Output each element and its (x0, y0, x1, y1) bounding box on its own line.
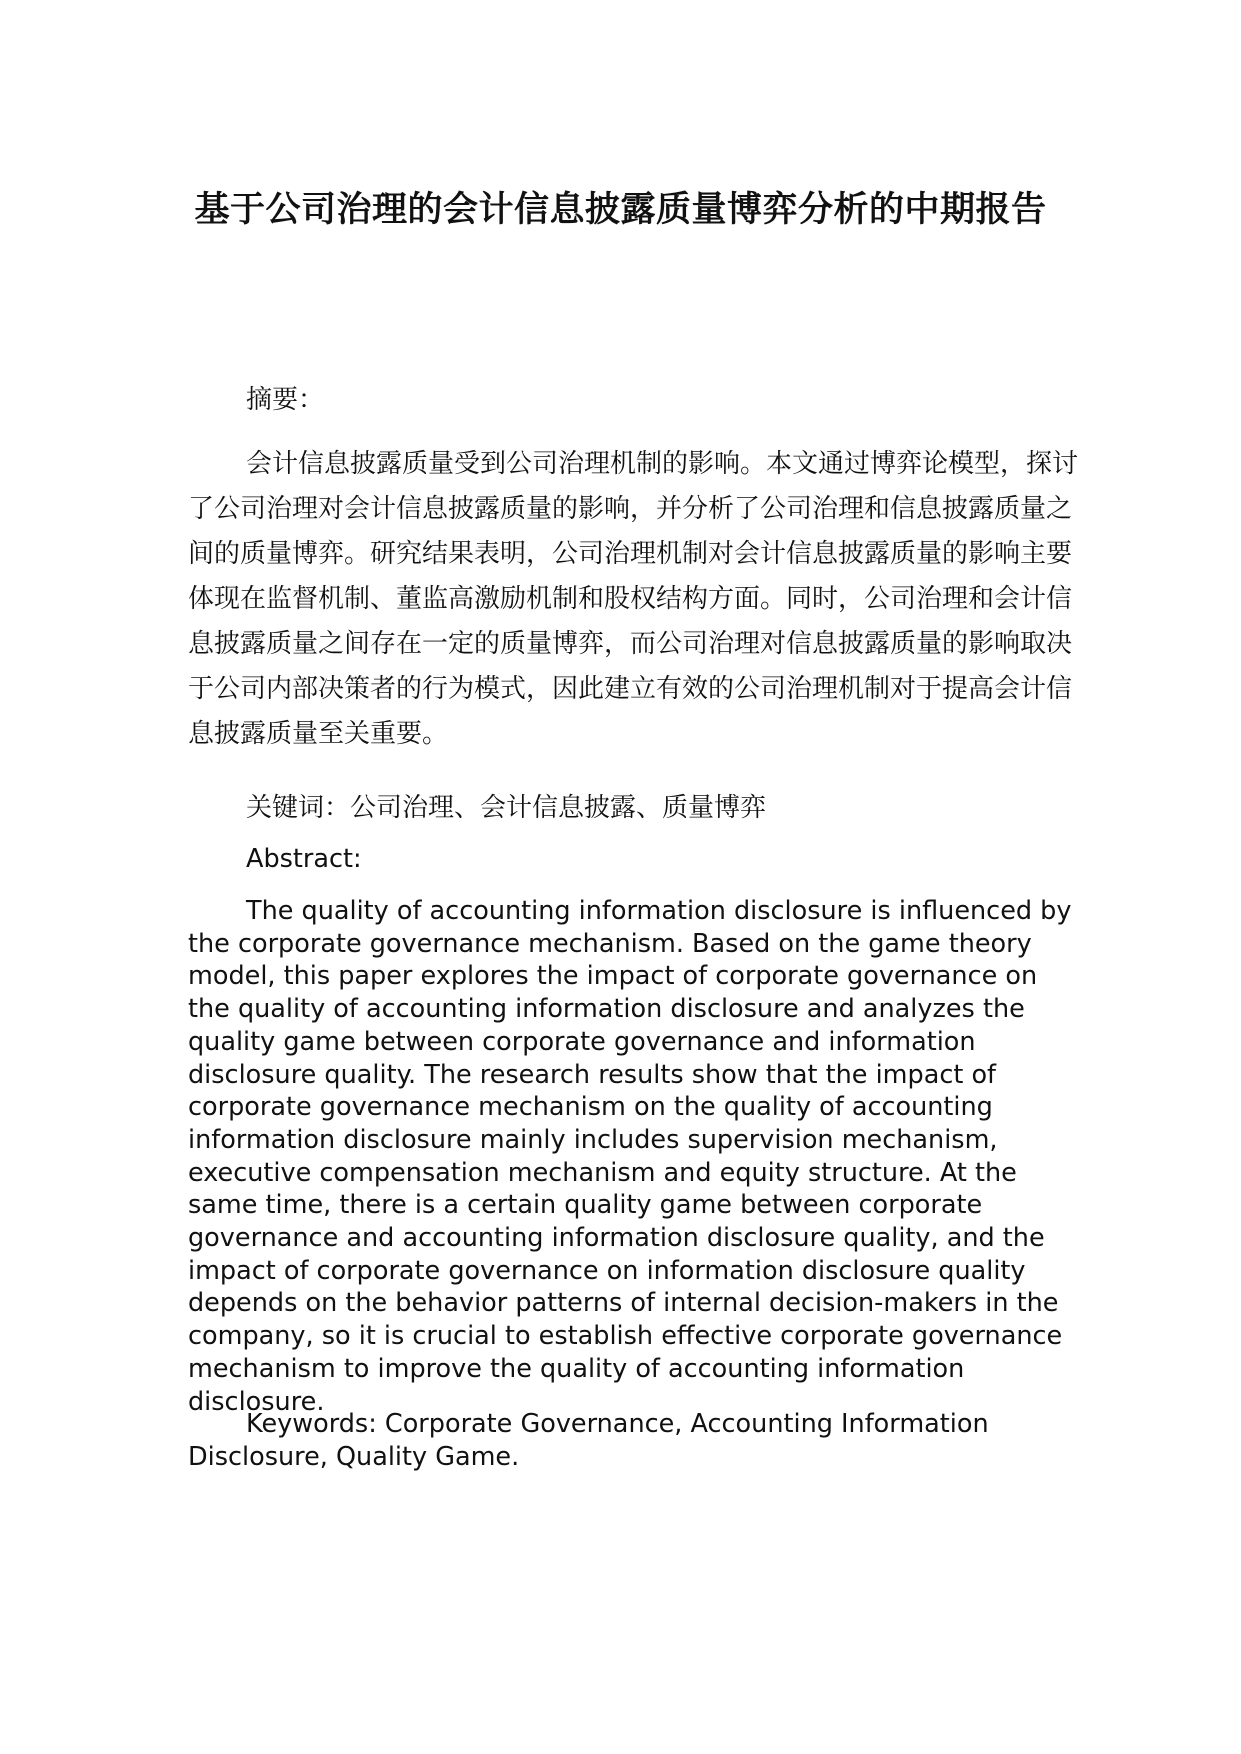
abstract-label: 摘要： (246, 385, 325, 415)
abstract-en-label: Abstract: (246, 844, 362, 874)
abstract-body: 会计信息披露质量受到公司治理机制的影响。本文通过博弈论模型，探讨了公司治理对会计信息披露质量的影响，并分析了公司治理和信息披露质量之间的质量博弈。研究结果表明，公司治理机制对会计信息披露质量的影响主要体现在监督机制、董监高激励机制和股权结构方面。同时，公司治理和会计信息披露质量之间存在一定的质量博弈，而公司治理对信息披露质量的影响取决于公司内部决策者的行为模式，因此建立有效的公司治理机制对于提高会计信息披露质量至关重要。 (188, 449, 1079, 749)
keywords-line: 关键词：公司治理、会计信息披露、质量博弈 (246, 793, 767, 823)
document-title: 基于公司治理的会计信息披露质量博弈分析的中期报告 (194, 190, 1047, 230)
abstract-en-body: The quality of accounting information disclosure is influenced by the corporate governance mechanism. Based on the game theory model, this paper explores the impact of corporate governance on the quality of accounting information disclosure and analyzes the quality game between corporate governance and information disclosure quality. The research results show that the impact of corporate governance mechanism on the quality of accounting information disclosure mainly includes supervision mechanism, executive compensation mechanism and equity structure. At the same time, there is a certain quality game between corporate governance and accounting information disclosure quality, and the impact of corporate governance on information disclosure quality depends on the behavior patterns of internal decision-makers in the company, so it is crucial to establish effective corporate governance mechanism to improve the quality of accounting information disclosure. (188, 896, 1072, 1417)
keywords-en: Keywords: Corporate Governance, Accounting Information Disclosure, Quality Game. (188, 1409, 989, 1472)
